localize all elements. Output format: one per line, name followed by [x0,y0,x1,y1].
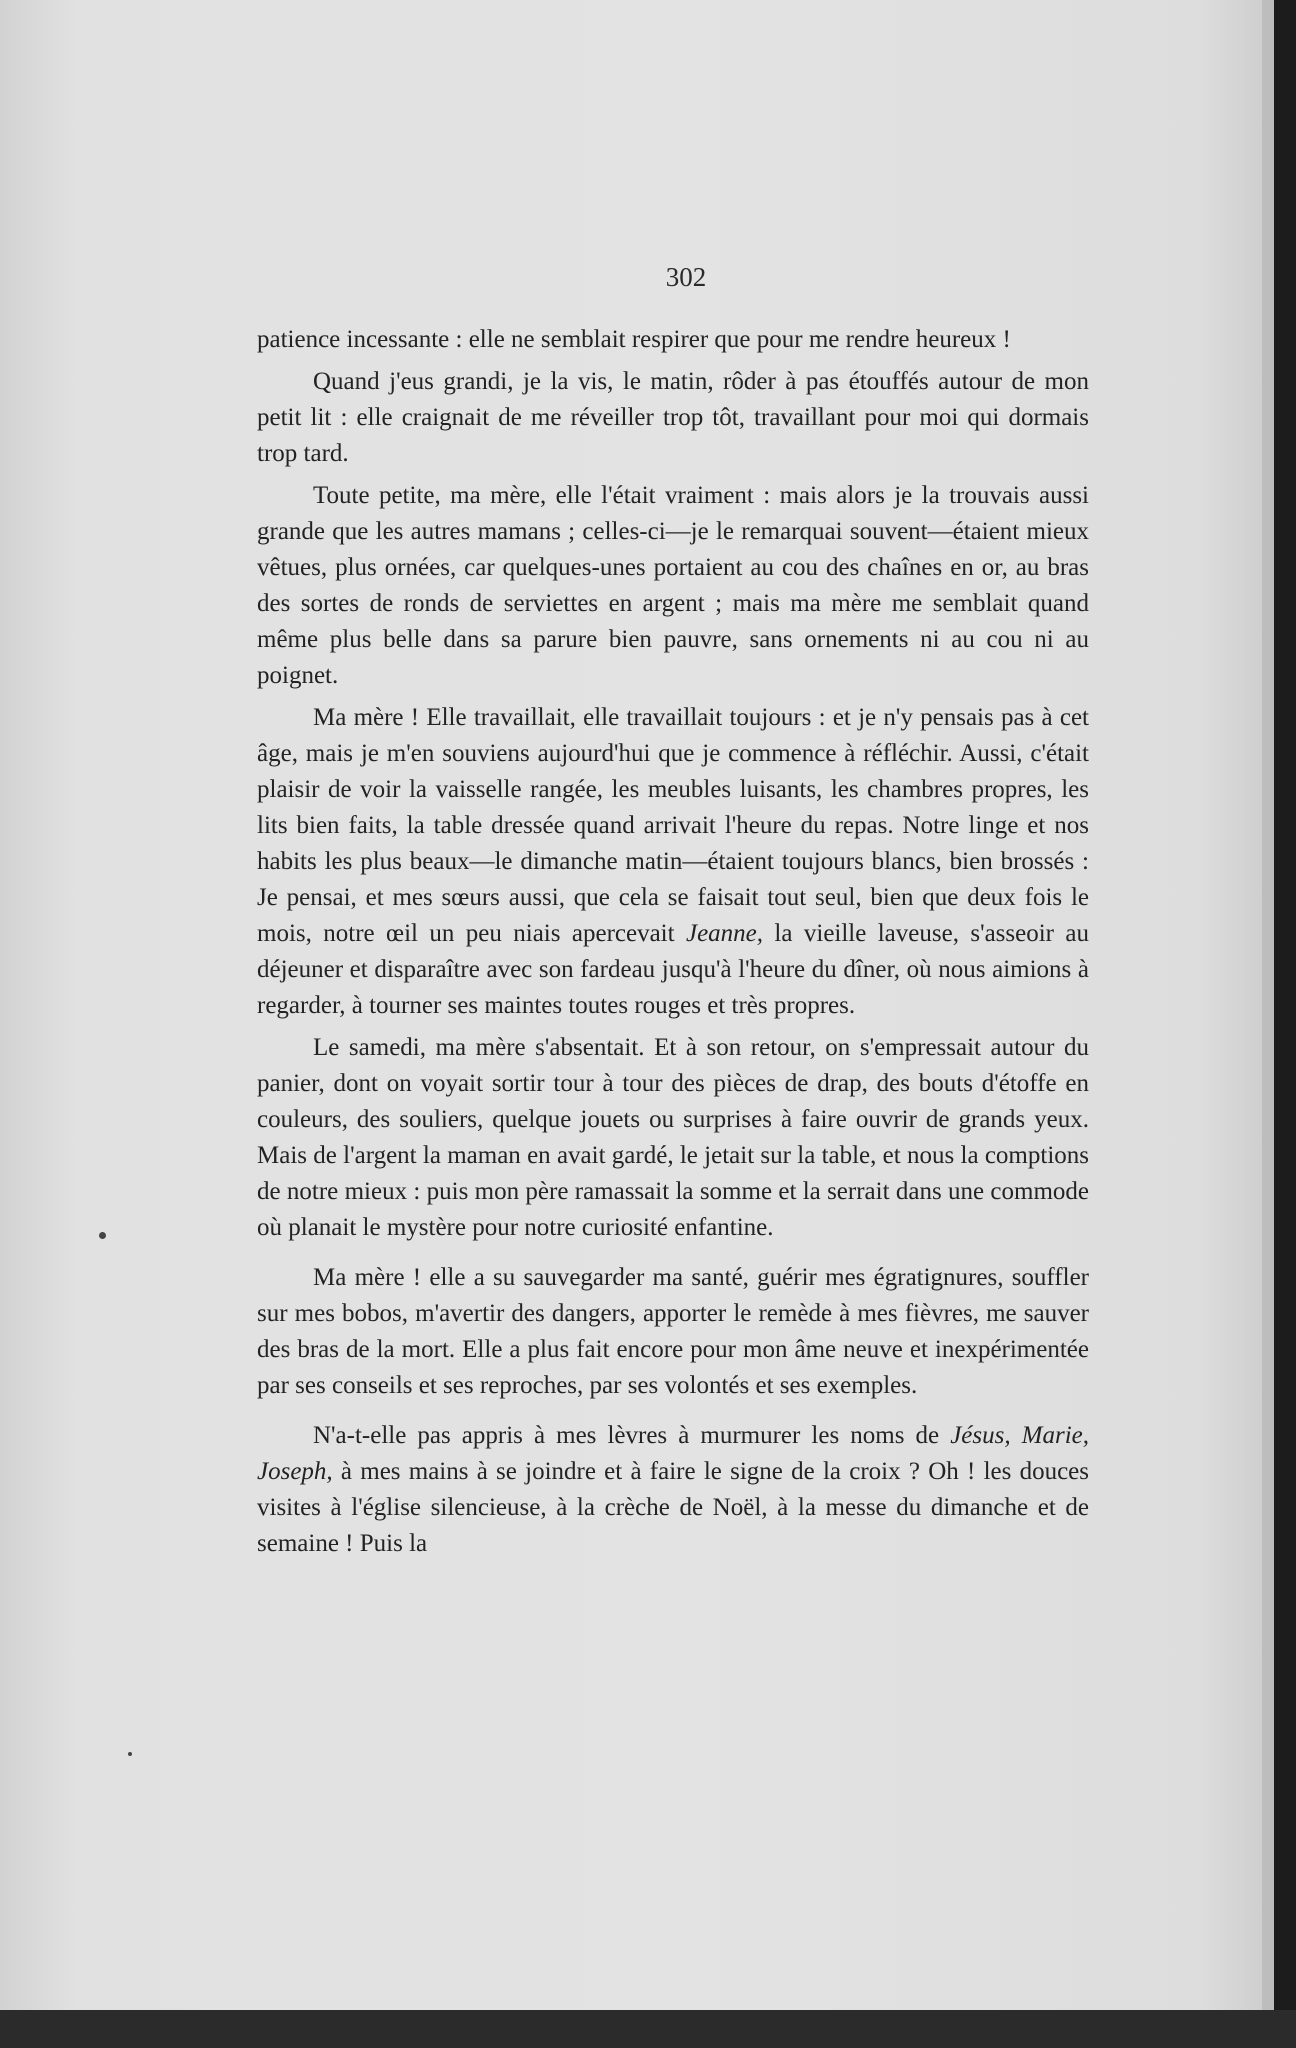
page-body-text [257,322,1089,1568]
paragraph: Ma mère ! elle a su sauvegarder ma santé, guérir mes égratignures, souffler sur mes bobos, m'avertir des dangers, apporter le remède à mes fièvres, me sauver des bras de la mort. Elle a plus fait encore pour mon âme neuve et inexpérimentée par ses conseils et ses reproches, par ses volontés et ses exemples. [257,1264,1089,1399]
paragraph-continued: patience incessante : elle ne semblait respirer que pour me rendre heureux ! [257,326,1011,353]
paragraph-text: Ma mère ! Elle travaillait, elle travaillait toujours : et je n'y pensais pas à cet âge, mais je m'en souviens aujourd'hui que je commence à réfléchir. Aussi, c'était plaisir de voir la vaisselle rangée, les meubles luisants, les chambres propres, les lits bien faits, la table dressée quand arrivait l'heure du repas. Notre linge et nos habits les plus beaux—le dimanche matin—étaient toujours blancs, bien brossés : Je pensai, et mes sœurs aussi, que cela se faisait tout seul, bien que deux fois le mois, notre œil un peu niais apercevait [257,704,1089,947]
scan-border-right [1274,0,1296,2048]
italic-name: Jeanne, [685,920,764,947]
paragraph-text: à mes mains à se joindre et à faire le signe de la croix ? Oh ! les douces visites à l'église silencieuse, à la crèche de Noël, à la messe du dimanche et de semaine ! Puis la [257,1458,1089,1557]
ink-speck [99,1232,106,1239]
paragraph: Toute petite, ma mère, elle l'était vraiment : mais alors je la trouvais aussi grande que les autres mamans ; celles-ci—je le remarquai souvent—étaient mieux vêtues, plus ornées, car quelques-unes portaient au cou des chaînes en or, au bras des sortes de ronds de serviettes en argent ; mais ma mère me semblait quand même plus belle dans sa parure bien pauvre, sans ornements ni au cou ni au poignet. [257,482,1089,689]
paragraph [257,1418,1089,1562]
paragraph [257,700,1089,1024]
italic-names: Jésus, Marie, Joseph, [257,1422,1090,1485]
paragraph-text: la vieille laveuse, s'asseoir au déjeuner et disparaître avec son fardeau jusqu'à l'heure du dîner, où nous aimions à regarder, à tourner ses maintes toutes rouges et très propres. [257,920,1089,1019]
paragraph: Quand j'eus grandi, je la vis, le matin, rôder à pas étouffés autour de mon petit lit : elle craignait de me réveiller trop tôt, travaillant pour moi qui dormais trop tard. [257,368,1089,467]
scan-border-bottom [0,2010,1296,2048]
paragraph: Le samedi, ma mère s'absentait. Et à son retour, on s'empressait autour du panier, dont on voyait sortir tour à tour des pièces de drap, des bouts d'étoffe en couleurs, des souliers, quelque jouets ou surprises à faire ouvrir de grands yeux. Mais de l'argent la maman en avait gardé, le jetait sur la table, et nous la comptions de notre mieux : puis mon père ramassait la somme et la serrait dans une commode où planait le mystère pour notre curiosité enfantine. [257,1034,1089,1241]
ink-speck [128,1752,132,1756]
paragraph-text: N'a-t-elle pas appris à mes lèvres à murmurer les noms de [313,1422,951,1449]
page-edge-right [1262,0,1274,2010]
page-number: 302 [665,262,707,292]
